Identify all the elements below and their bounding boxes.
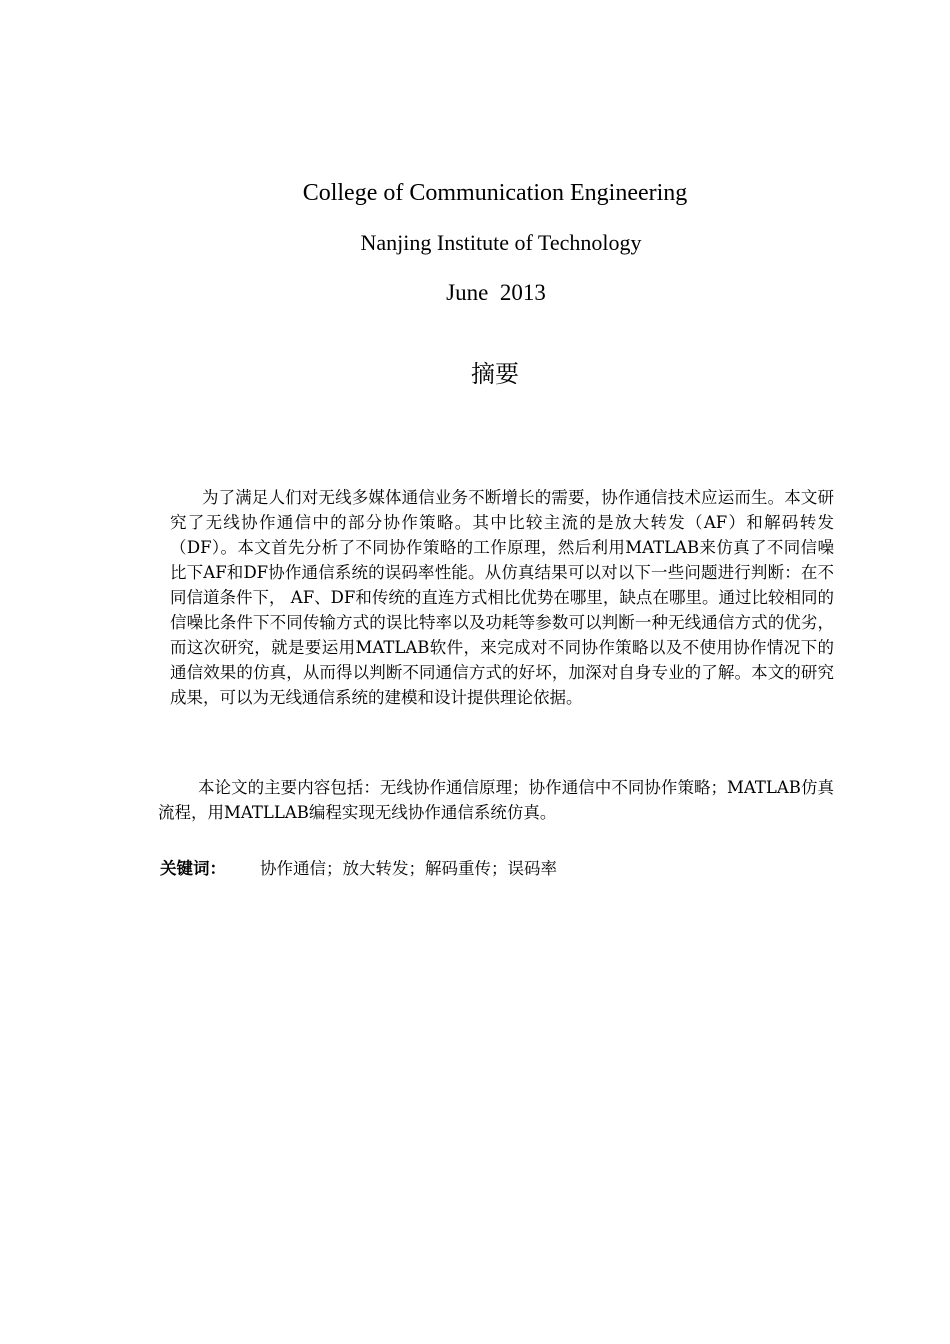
abstract-paragraph-2: 本论文的主要内容包括：无线协作通信原理；协作通信中不同协作策略；MATLAB仿真流程，用MATLLAB编程实现无线协作通信系统仿真。 [158,777,834,822]
keywords-row [160,855,840,883]
institute-name: Nanjing Institute of Technology [360,230,642,255]
abstract-heading: 摘要 [471,360,519,388]
abstract-paragraph-1: 为了满足人们对无线多媒体通信业务不断增长的需要，协作通信技术应运而生。本文研究了无线协作通信中的部分协作策略。其中比较主流的是放大转发（AF）和解码转发（DF）。本文首先分析了不同协作策略的工作原理，然后利用MATLAB来仿真了不同信噪比下AF和DF协作通信系统的误码率性能。从仿真结果可以对以下一些问题进行判断：在不同信道条件下， AF、DF和传统的直连方式相比优势在哪里，缺点在哪里。通过比较相同的信噪比条件下不同传输方式的误比特率以及功耗等参数可以判断一种无线通信方式的优劣，而这次研究，就是要运用MATLAB软件，来完成对不同协作策略以及不使用协作情况下的通信效果的仿真，从而得以判断不同通信方式的好坏，加深对自身专业的了解。本文的研究成果，可以为无线通信系统的建模和设计提供理论依据。 [170,487,834,707]
keywords-label: 关键词： [160,859,226,878]
keywords-value: 协作通信；放大转发；解码重传；误码率 [260,859,557,878]
college-name: College of Communication Engineering [302,180,688,206]
document-date: June 2013 [446,280,546,305]
